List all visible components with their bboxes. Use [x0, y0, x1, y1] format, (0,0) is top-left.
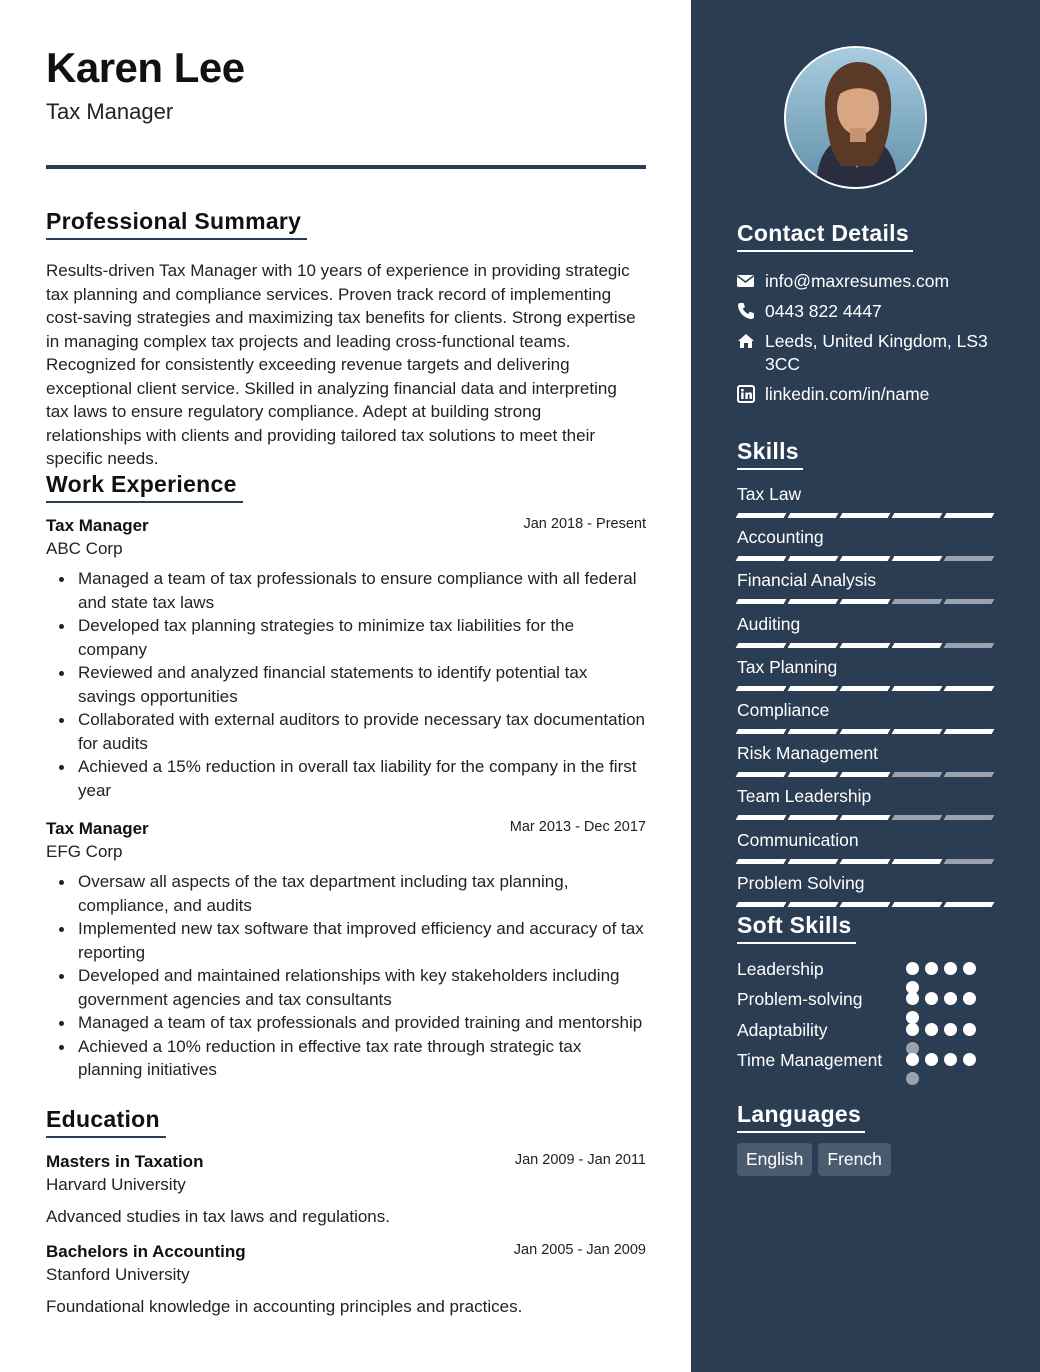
education-school: Harvard University	[46, 1175, 186, 1194]
soft-skill-item	[737, 1048, 993, 1072]
rating-dot-icon	[944, 1023, 957, 1036]
rating-dot-icon	[944, 962, 957, 975]
email-text: info@maxresumes.com	[765, 271, 950, 291]
address-text: Leeds, United Kingdom, LS3 3CC	[765, 331, 988, 374]
skill-name: Communication	[737, 829, 859, 850]
list-item: Oversaw all aspects of the tax department including tax planning, compliance, and audits	[46, 870, 646, 917]
education-school: Stanford University	[46, 1265, 190, 1284]
skill-level-segment	[892, 643, 943, 648]
skill-level-segment	[736, 556, 787, 561]
job-title: Tax Manager	[46, 516, 149, 535]
rating-dot-icon	[925, 1023, 938, 1036]
skill-level-segment	[892, 513, 943, 518]
skill-level-bar	[737, 686, 993, 691]
education-entry	[46, 1152, 646, 1227]
job-title: Tax Manager	[46, 819, 149, 838]
soft-skill-item	[737, 957, 993, 981]
skill-level-segment	[788, 643, 839, 648]
skills-heading: Skills	[737, 438, 803, 470]
linkedin-text: linkedin.com/in/name	[765, 384, 930, 404]
job-date: Mar 2013 - Dec 2017	[509, 819, 646, 835]
skill-name: Financial Analysis	[737, 570, 877, 591]
skill-level-segment	[840, 859, 891, 864]
profile-photo	[784, 46, 927, 189]
skill-level-segment	[736, 902, 787, 907]
rating-dot-icon	[906, 992, 919, 1005]
home-icon	[737, 332, 755, 350]
language-chip: English	[737, 1143, 812, 1176]
skill-item	[737, 873, 993, 907]
skill-item	[737, 484, 993, 518]
list-item: Reviewed and analyzed financial statements to identify potential tax savings opportunities	[46, 661, 646, 708]
skill-level-segment	[788, 729, 839, 734]
job-company: EFG Corp	[46, 842, 123, 861]
list-item: Developed tax planning strategies to minimize tax liabilities for the company	[46, 614, 646, 661]
skill-level-bar	[737, 772, 993, 777]
skill-level-segment	[736, 686, 787, 691]
skill-level-segment	[840, 556, 891, 561]
skill-level-segment	[944, 643, 995, 648]
education-date: Jan 2005 - Jan 2009	[513, 1242, 646, 1258]
skill-level-segment	[944, 599, 995, 604]
skill-level-segment	[788, 772, 839, 777]
summary-text: Results-driven Tax Manager with 10 years of experience in providing strategic tax planning and compliance services. Proven track record of implementing cost-saving strategies and maximizing tax benefits for clients. Strong expertise in managing complex tax projects and leading cross-functional teams. Recognized for consistently exceeding revenue targets and delivering exceptional client service. Skilled in analyzing financial data and interpreting tax laws to ensure regulatory compliance. Adept at building strong relationships with clients and providing tailored tax solutions to meet their specific needs.	[46, 261, 636, 468]
rating-dot-icon	[963, 1053, 976, 1066]
skill-level-segment	[736, 772, 787, 777]
skill-level-bar	[737, 599, 993, 604]
skill-level-segment	[944, 513, 995, 518]
list-item: Implemented new tax software that improved efficiency and accuracy of tax reporting	[46, 917, 646, 964]
rating-dot-icon	[963, 992, 976, 1005]
skill-level-bar	[737, 815, 993, 820]
skill-level-bar	[737, 556, 993, 561]
skill-level-segment	[736, 859, 787, 864]
skill-level-segment	[788, 556, 839, 561]
skill-level-segment	[892, 686, 943, 691]
skill-level-segment	[944, 686, 995, 691]
skill-item	[737, 786, 993, 820]
skill-item	[737, 830, 993, 864]
skill-level-segment	[788, 599, 839, 604]
job-entry	[46, 516, 646, 802]
education-description: Foundational knowledge in accounting principles and practices.	[46, 1297, 523, 1316]
skill-name: Auditing	[737, 613, 801, 634]
job-entry	[46, 819, 646, 1082]
skill-level-segment	[788, 815, 839, 820]
rating-dot-icon	[963, 962, 976, 975]
skill-level-segment	[788, 902, 839, 907]
skill-level-segment	[840, 599, 891, 604]
skill-level-segment	[840, 513, 891, 518]
education-entry	[46, 1242, 646, 1317]
skill-level-segment	[892, 729, 943, 734]
list-item: Collaborated with external auditors to provide necessary tax documentation for audits	[46, 708, 646, 755]
phone-text: 0443 822 4447	[765, 301, 882, 321]
skill-name: Compliance	[737, 700, 830, 720]
education-date: Jan 2009 - Jan 2011	[514, 1152, 646, 1168]
rating-dot-icon	[906, 962, 919, 975]
skill-name: Problem Solving	[737, 872, 865, 893]
job-company: ABC Corp	[46, 539, 123, 558]
skill-level-segment	[892, 902, 943, 907]
soft-skill-name: Adaptability	[737, 1020, 828, 1040]
contact-address	[737, 330, 997, 376]
skill-level-segment	[892, 772, 943, 777]
education-heading: Education	[46, 1106, 166, 1138]
skill-name: Tax Law	[737, 484, 802, 504]
skill-level-segment	[840, 643, 891, 648]
contact-email	[737, 270, 997, 293]
list-item: Achieved a 15% reduction in overall tax liability for the company in the first year	[46, 755, 646, 802]
language-chip: French	[818, 1143, 890, 1176]
skill-name: Accounting	[737, 527, 824, 548]
skill-level-segment	[944, 556, 995, 561]
rating-dot-icon	[944, 992, 957, 1005]
skill-level-segment	[840, 815, 891, 820]
header-divider	[46, 165, 646, 169]
rating-dot-icon	[925, 962, 938, 975]
rating-dot-icon	[906, 1023, 919, 1036]
skill-level-segment	[892, 556, 943, 561]
skill-name: Team Leadership	[737, 786, 872, 807]
list-item: Developed and maintained relationships with key stakeholders including government agencies and tax consultants	[46, 964, 646, 1011]
rating-dot-icon	[925, 1053, 938, 1066]
skill-level-bar	[737, 859, 993, 864]
skill-level-segment	[944, 815, 995, 820]
skill-level-segment	[944, 772, 995, 777]
skill-level-segment	[736, 513, 787, 518]
rating-dot-icon	[963, 1023, 976, 1036]
skill-level-bar	[737, 643, 993, 648]
soft-skill-name: Time Management	[737, 1050, 883, 1070]
soft-skill-name: Problem-solving	[737, 989, 863, 1009]
phone-icon	[737, 302, 755, 320]
skill-level-segment	[736, 815, 787, 820]
job-bullets	[46, 870, 646, 1082]
skill-level-bar	[737, 513, 993, 518]
rating-dot-icon	[925, 992, 938, 1005]
skill-level-segment	[944, 729, 995, 734]
skill-level-segment	[736, 643, 787, 648]
list-item: Managed a team of tax professionals and provided training and mentorship	[46, 1011, 646, 1035]
skill-level-segment	[892, 599, 943, 604]
skill-level-segment	[840, 772, 891, 777]
skill-level-segment	[840, 729, 891, 734]
skill-item	[737, 700, 993, 734]
contact-linkedin	[737, 383, 997, 406]
skill-item	[737, 743, 993, 777]
skill-level-segment	[944, 859, 995, 864]
list-item: Managed a team of tax professionals to ensure compliance with all federal and state tax laws	[46, 567, 646, 614]
rating-dot-icon	[906, 1053, 919, 1066]
skill-level-segment	[840, 902, 891, 907]
skill-item	[737, 527, 993, 561]
skill-level-segment	[788, 686, 839, 691]
job-date: Jan 2018 - Present	[523, 516, 646, 532]
skill-level-segment	[892, 859, 943, 864]
soft-skills-heading: Soft Skills	[737, 912, 856, 944]
envelope-icon	[737, 272, 755, 290]
list-item: Achieved a 10% reduction in effective tax rate through strategic tax planning initiatives	[46, 1035, 646, 1082]
languages-list	[737, 1143, 891, 1176]
skill-level-bar	[737, 902, 993, 907]
skill-name: Tax Planning	[737, 656, 838, 677]
soft-skill-name: Leadership	[737, 959, 824, 979]
contact-heading: Contact Details	[737, 220, 913, 252]
skill-item	[737, 614, 993, 648]
skill-item	[737, 657, 993, 691]
skill-level-bar	[737, 729, 993, 734]
education-degree: Masters in Taxation	[46, 1152, 204, 1171]
contact-phone	[737, 300, 997, 323]
skill-level-segment	[788, 859, 839, 864]
languages-heading: Languages	[737, 1101, 865, 1133]
skill-level-segment	[892, 815, 943, 820]
candidate-name: Karen Lee	[46, 44, 245, 91]
skill-level-segment	[736, 599, 787, 604]
linkedin-icon	[737, 385, 755, 403]
skill-level-segment	[736, 729, 787, 734]
skill-level-segment	[788, 513, 839, 518]
education-degree: Bachelors in Accounting	[46, 1242, 246, 1261]
soft-skill-item	[737, 987, 993, 1011]
job-bullets	[46, 567, 646, 802]
skill-item	[737, 570, 993, 604]
candidate-title: Tax Manager	[46, 99, 174, 124]
experience-heading: Work Experience	[46, 471, 243, 503]
skill-name: Risk Management	[737, 743, 879, 764]
skill-level-segment	[840, 686, 891, 691]
skill-level-segment	[944, 902, 995, 907]
soft-skill-item	[737, 1018, 993, 1042]
summary-heading: Professional Summary	[46, 208, 307, 240]
rating-dot-icon	[906, 1072, 919, 1085]
rating-dot-icon	[944, 1053, 957, 1066]
portrait-icon	[786, 48, 927, 189]
education-description: Advanced studies in tax laws and regulations.	[46, 1207, 390, 1226]
